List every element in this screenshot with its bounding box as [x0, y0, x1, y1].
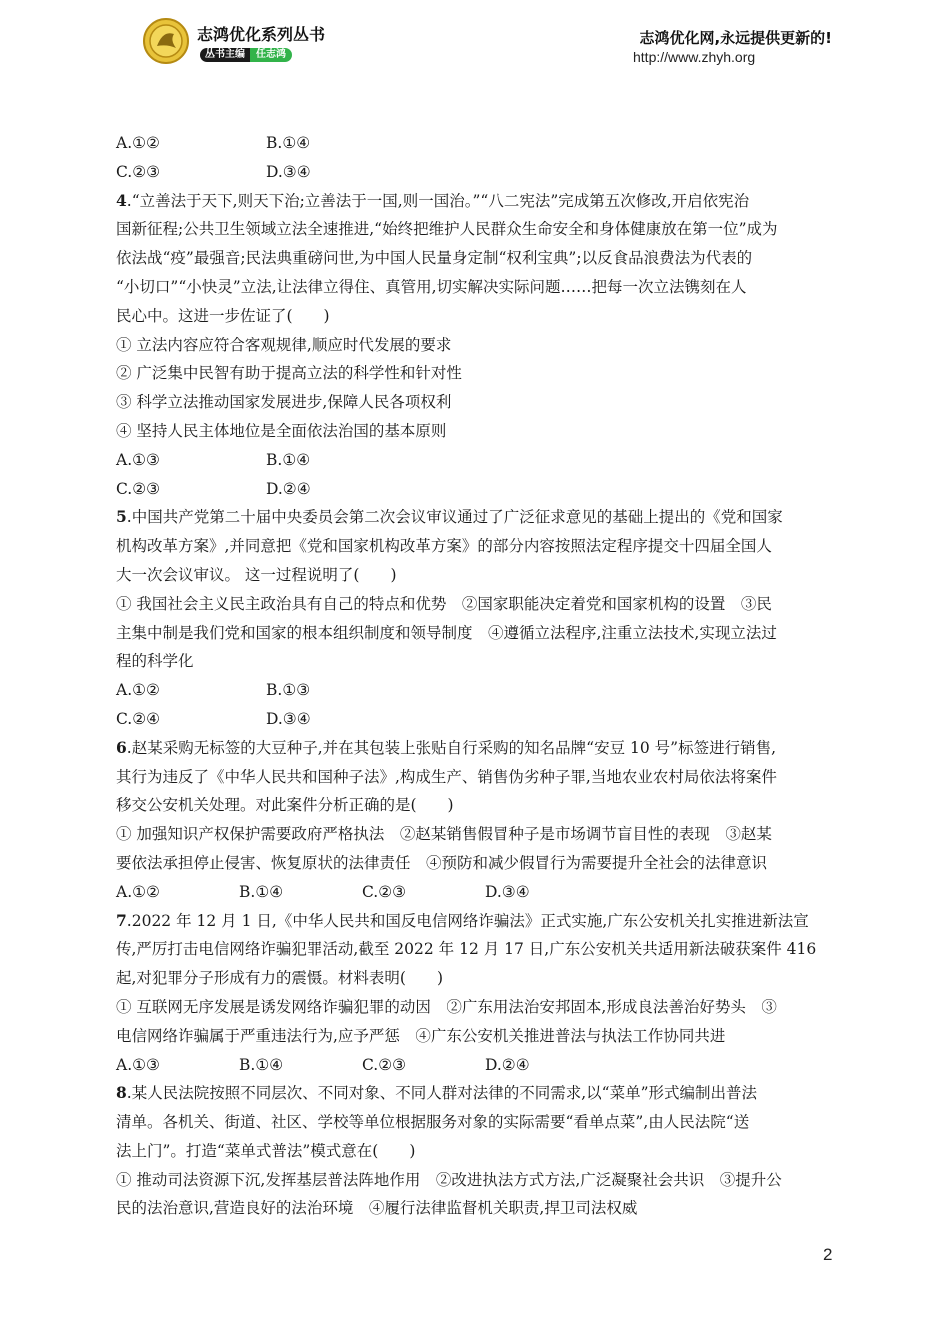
q5-line-1: [116, 503, 836, 532]
q8-line-5: 民的法治意识,营造良好的法治环境 ④履行法律监督机关职责,捍卫司法权威: [116, 1199, 638, 1218]
q6-line-2: 其行为违反了《中华人民共和国种子法》,构成生产、销售伪劣种子罪,当地农业农村局依法将案件: [116, 767, 777, 786]
q6-line-5: 要依法承担停止侵害、恢复原状的法律责任 ④预防和减少假冒行为需要提升全社会的法律意识: [116, 853, 768, 872]
q4-statement-1: ① 立法内容应符合客观规律,顺应时代发展的要求: [116, 335, 452, 354]
q3-options-row2: [116, 158, 836, 187]
q4-options-row2: [116, 475, 836, 504]
q4-line-3: 依法战“疫”最强音;民法典重磅问世,为中国人民量身定制“权利宝典”;以反食品浪费法为代表的: [116, 249, 753, 268]
q4-line-2: 国新征程;公共卫生领域立法全速推进,“始终把维护人民群众生命安全和身体健康放在第一位”成为: [116, 220, 778, 239]
page-header: [0, 0, 950, 100]
editor-label: 丛书主编: [200, 48, 250, 62]
q5-line-2: 机构改革方案》,并同意把《党和国家机构改革方案》的部分内容按照法定程序提交十四届全国人: [116, 537, 772, 556]
question-7: [116, 907, 836, 1080]
q4-statement-2: ② 广泛集中民智有助于提高立法的科学性和针对性: [116, 364, 462, 383]
q4-option-c[interactable]: C.②③: [116, 479, 161, 498]
publisher-logo-icon: [143, 18, 189, 64]
q3-options-row1: [116, 129, 836, 158]
q5-line-6: 程的科学化: [116, 652, 194, 671]
site-slogan: 志鸿优化网,永远提供更新的!: [639, 29, 832, 47]
q7-option-d[interactable]: D.②④: [485, 1055, 530, 1074]
q7-option-b[interactable]: B.①④: [239, 1055, 284, 1074]
q7-line-3: 起,对犯罪分子形成有力的震慑。材料表明( ): [116, 969, 444, 988]
q4-stem-text: .“立善法于天下,则天下治;立善法于一国,则一国治。”“八二宪法”完成第五次修改,开启依宪治: [126, 191, 750, 210]
editor-name: 任志鸿: [250, 48, 292, 62]
q8-line-1: [116, 1079, 836, 1108]
page-number: 2: [823, 1245, 833, 1264]
q6-stem-text: .赵某采购无标签的大豆种子,并在其包装上张贴自行采购的知名品牌“安豆 10 号”标签进行销售,: [126, 738, 777, 757]
q4-line-1: [116, 187, 836, 216]
q4-line-4: “小切口”“小快灵”立法,让法律立得住、真管用,切实解决实际问题……把每一次立法镌刻在人: [116, 277, 747, 296]
q3-option-d[interactable]: D.③④: [266, 162, 311, 181]
q4-statement-3: ③ 科学立法推动国家发展进步,保障人民各项权利: [116, 393, 452, 412]
q5-option-c[interactable]: C.②④: [116, 709, 161, 728]
q6-option-b[interactable]: B.①④: [239, 882, 284, 901]
q6-options-row: [116, 878, 836, 907]
q6-line-3: 移交公安机关处理。对此案件分析正确的是( ): [116, 796, 454, 815]
q7-line-4: ① 互联网无序发展是诱发网络诈骗犯罪的动因 ②广东用法治安邦固本,形成良法善治好势头 ③: [116, 997, 777, 1016]
q5-line-4: ① 我国社会主义民主政治具有自己的特点和优势 ②国家职能决定着党和国家机构的设置 ③民: [116, 594, 772, 613]
question-8: [116, 1079, 836, 1223]
q6-option-a[interactable]: A.①②: [116, 882, 160, 901]
q5-stem-text: .中国共产党第二十届中央委员会第二次会议审议通过了广泛征求意见的基础上提出的《党和国家: [126, 508, 783, 527]
q6-option-c[interactable]: C.②③: [362, 882, 407, 901]
q4-option-d[interactable]: D.②④: [266, 479, 311, 498]
q4-option-b[interactable]: B.①④: [266, 450, 311, 469]
q5-option-d[interactable]: D.③④: [266, 709, 311, 728]
q8-line-2: 清单。各机关、街道、社区、学校等单位根据服务对象的实际需要“看单点菜”,由人民法院“送: [116, 1113, 750, 1132]
editor-badge: [200, 48, 292, 62]
site-url[interactable]: http://www.zhyh.org: [633, 49, 756, 65]
q5-line-5: 主集中制是我们党和国家的根本组织制度和领导制度 ④遵循立法程序,注重立法技术,实现立法过: [116, 623, 777, 642]
q7-stem-text: .2022 年 12 月 1 日,《中华人民共和国反电信网络诈骗法》正式实施,广东公安机关扎实推进新法宣: [126, 911, 809, 930]
page-content: [116, 129, 836, 1223]
q7-option-c[interactable]: C.②③: [362, 1055, 407, 1074]
q3-option-b[interactable]: B.①④: [266, 134, 311, 152]
q5-number: 5: [116, 507, 127, 527]
q7-options-row: [116, 1051, 836, 1080]
q3-option-c[interactable]: C.②③: [116, 162, 161, 181]
q7-line-1: [116, 907, 836, 936]
q5-line-3: 大一次会议审议。 这一过程说明了( ): [116, 565, 397, 584]
q8-line-4: ① 推动司法资源下沉,发挥基层普法阵地作用 ②改进执法方式方法,广泛凝聚社会共识 ③提升公: [116, 1170, 782, 1189]
q7-line-2: 传,严厉打击电信网络诈骗犯罪活动,截至 2022 年 12 月 17 日,广东公安机关共适用新法破获案件 416: [116, 940, 817, 959]
q4-options-row1: [116, 446, 836, 475]
q4-option-a[interactable]: A.①③: [116, 450, 160, 469]
q6-line-1: [116, 734, 836, 763]
q5-options-row2: [116, 705, 836, 734]
q6-option-d[interactable]: D.③④: [485, 882, 530, 901]
q5-options-row1: [116, 676, 836, 705]
q8-stem-text: .某人民法院按照不同层次、不同对象、不同人群对法律的不同需求,以“菜单”形式编制出普法: [126, 1084, 758, 1103]
q7-option-a[interactable]: A.①③: [116, 1055, 160, 1074]
q5-option-a[interactable]: A.①②: [116, 681, 160, 700]
question-5: [116, 503, 836, 733]
q8-line-3: 法上门”。打造“菜单式普法”模式意在( ): [116, 1141, 416, 1160]
q7-number: 7: [116, 910, 127, 930]
q8-number: 8: [116, 1083, 127, 1103]
q3-option-a[interactable]: A.①②: [116, 134, 160, 152]
q4-number: 4: [116, 190, 127, 210]
q6-line-4: ① 加强知识产权保护需要政府严格执法 ②赵某销售假冒种子是市场调节盲目性的表现 ③赵某: [116, 825, 772, 844]
series-title: 志鸿优化系列丛书: [197, 25, 326, 44]
question-6: [116, 734, 836, 907]
q4-line-5: 民心中。这进一步佐证了( ): [116, 306, 330, 325]
q7-line-5: 电信网络诈骗属于严重违法行为,应予严惩 ④广东公安机关推进普法与执法工作协同共进: [116, 1026, 726, 1045]
q6-number: 6: [116, 737, 127, 757]
q4-statement-4: ④ 坚持人民主体地位是全面依法治国的基本原则: [116, 421, 447, 440]
question-4: [116, 187, 836, 504]
q5-option-b[interactable]: B.①③: [266, 681, 311, 700]
